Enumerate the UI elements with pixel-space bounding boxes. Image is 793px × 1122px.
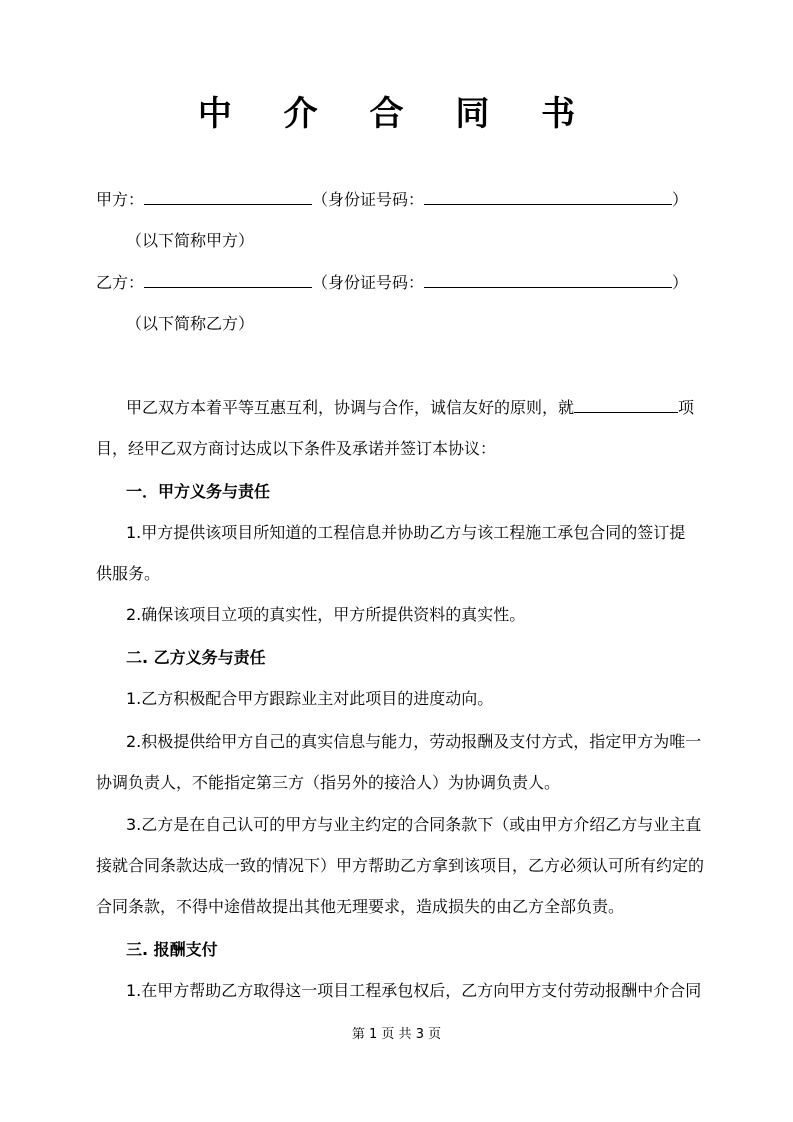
s1-item2: 2.确保该项目立项的真实性，甲方所提供资料的真实性。 [126,605,526,624]
s1-item1-line1: 1.甲方提供该项目所知道的工程信息并协助乙方与该工程施工承包合同的签订提 [126,523,686,542]
party-a-note: （以下简称甲方） [126,231,255,250]
party-a-id-field [424,186,672,205]
party-b-close-paren: ） [672,273,689,292]
party-b-id-label: （身份证号码： [312,273,425,292]
s2-item2-line2: 协调负责人，不能指定第三方（指另外的接洽人）为协调负责人。 [96,773,561,792]
intro-paragraph-line-2: 目，经甲乙双方商讨达成以下条件及承诺并签订本协议： [96,439,497,458]
s2-item3-line2: 接就合同条款达成一致的情况下）甲方帮助乙方拿到该项目，乙方必须认可所有约定的 [96,856,705,875]
party-a-label: 甲方： [96,190,145,209]
s3-item1-line1: 1.在甲方帮助乙方取得这一项目工程承包权后，乙方向甲方支付劳动报酬中介合同 [126,981,702,1000]
party-b-name-field [144,269,312,288]
project-name-field [574,394,678,413]
intro-paragraph-line-1 [96,394,730,421]
s2-item2-line1: 2.积极提供给甲方自己的真实信息与能力，劳动报酬及支付方式，指定甲方为唯一 [126,732,702,751]
party-a-line [96,186,700,213]
intro-text-a: 甲乙双方本着平等互惠互利，协调与合作，诚信友好的原则，就 [126,398,575,417]
party-b-line [96,269,700,296]
party-a-close-paren: ） [672,190,689,209]
s2-item1: 1.乙方积极配合甲方跟踪业主对此项目的进度动向。 [126,689,494,708]
intro-text-b: 项 [678,398,695,417]
page-footer: 第 1 页 共 3 页 [351,1027,442,1042]
section3-heading: 三. 报酬支付 [126,940,218,959]
s2-item3-line3: 合同条款，不得中途借故提出其他无理要求，造成损失的由乙方全部负责。 [96,897,625,916]
party-b-label: 乙方： [96,273,145,292]
section2-heading: 二. 乙方义务与责任 [126,648,266,667]
s1-item1-line2: 供服务。 [96,564,161,583]
party-a-name-field [144,186,312,205]
party-b-note: （以下简称乙方） [126,314,255,333]
party-a-id-label: （身份证号码： [312,190,425,209]
party-b-id-field [424,269,672,288]
s2-item3-line1: 3.乙方是在自己认可的甲方与业主约定的合同条款下（或由甲方介绍乙方与业主直 [126,815,702,834]
section1-heading: 一．甲方义务与责任 [126,482,271,501]
document-title: 中 介 合 同 书 [197,94,596,134]
